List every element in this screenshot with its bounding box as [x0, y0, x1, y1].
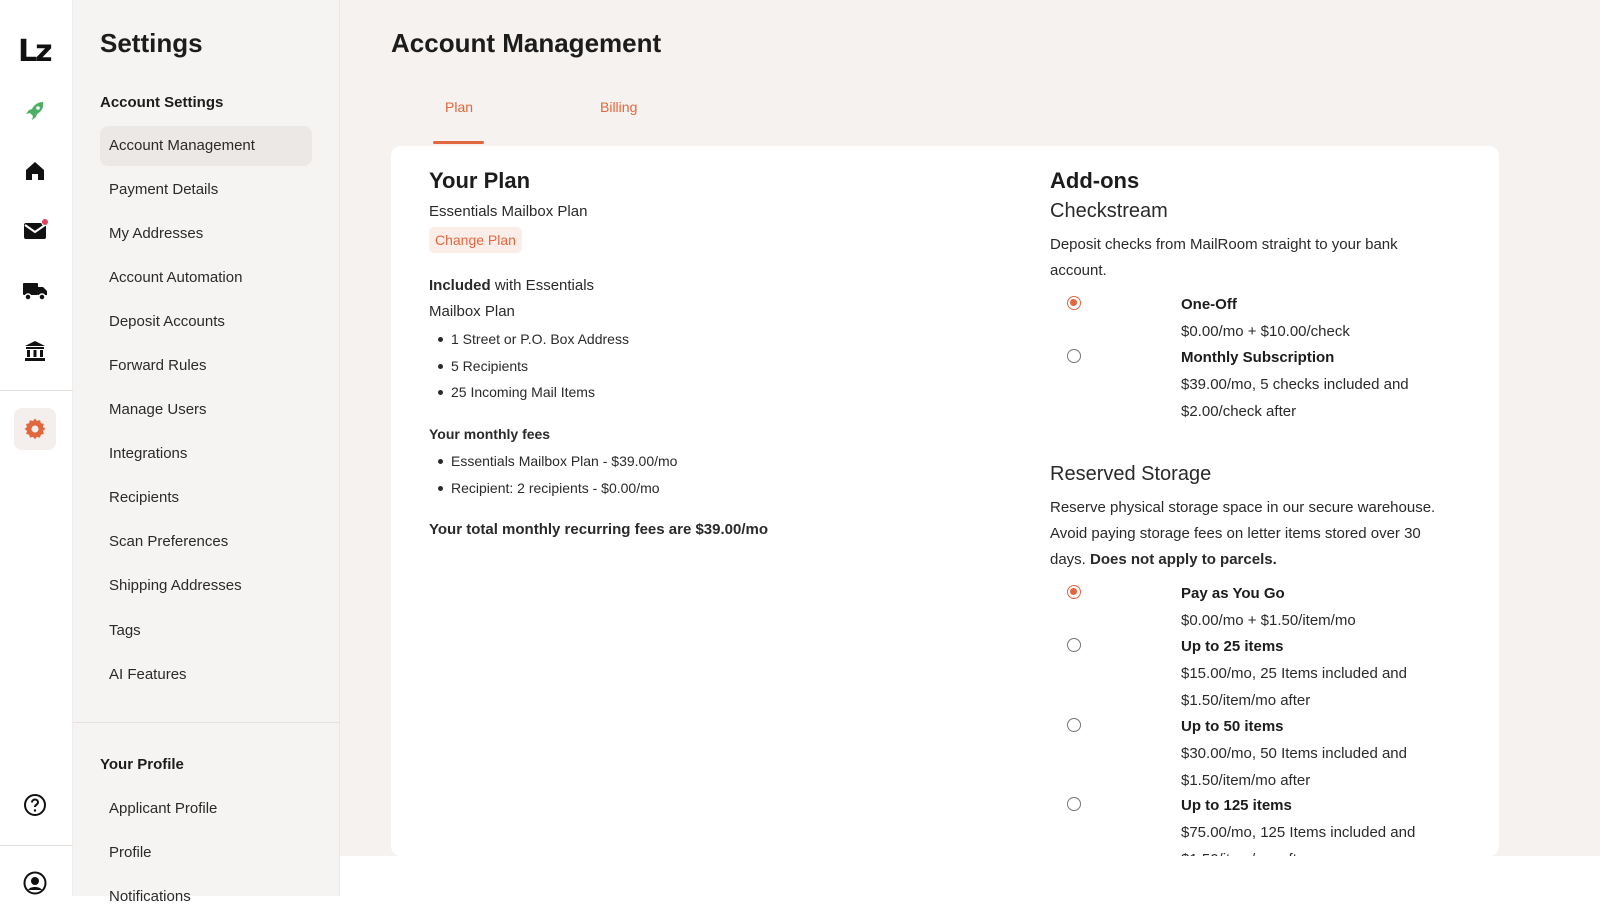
- sidebar-item-notifications[interactable]: Notifications: [109, 888, 191, 905]
- notification-dot: [41, 218, 49, 226]
- reserved-storage-title: Reserved Storage: [1050, 463, 1212, 485]
- option-title: Up to 125 items: [1181, 797, 1292, 814]
- sidebar-item-forward-rules[interactable]: Forward Rules: [109, 357, 207, 374]
- included-line-2: Mailbox Plan: [429, 303, 515, 320]
- checkstream-desc-1: Deposit checks from MailRoom straight to your bank: [1050, 236, 1398, 253]
- radio-monthly-subscription[interactable]: [1067, 349, 1081, 363]
- total-fees: Your total monthly recurring fees are $39.00/mo: [429, 521, 768, 538]
- option-title: Up to 50 items: [1181, 718, 1284, 735]
- checkstream-title: Checkstream: [1050, 200, 1168, 222]
- plan-name: Essentials Mailbox Plan: [429, 203, 588, 220]
- truck-icon[interactable]: [14, 270, 56, 312]
- bank-icon[interactable]: [14, 330, 56, 372]
- bottom-strip: [340, 856, 1600, 896]
- storage-desc-1: Reserve physical storage space in our secure warehouse.: [1050, 499, 1436, 516]
- your-profile-heading: Your Profile: [100, 756, 184, 773]
- option-title: Pay as You Go: [1181, 585, 1285, 602]
- list-item: Recipient: 2 recipients - $0.00/mo: [429, 475, 677, 502]
- mail-icon[interactable]: [14, 210, 56, 252]
- sidebar-title: Settings: [100, 28, 203, 58]
- storage-desc-bold: Does not apply to parcels.: [1090, 551, 1277, 568]
- home-icon[interactable]: [14, 150, 56, 192]
- sidebar-item-scan-preferences[interactable]: Scan Preferences: [109, 533, 229, 550]
- radio-one-off[interactable]: [1067, 296, 1081, 310]
- included-rest: with Essentials: [494, 277, 595, 294]
- monthly-fees-heading: Your monthly fees: [429, 426, 551, 442]
- addons-heading: Add-ons: [1050, 168, 1140, 193]
- radio-up-to-25[interactable]: [1067, 638, 1081, 652]
- sidebar-item-shipping-addresses[interactable]: Shipping Addresses: [109, 577, 242, 594]
- tab-billing[interactable]: Billing: [600, 99, 638, 115]
- option-desc: $0.00/mo + $1.50/item/mo: [1181, 612, 1356, 629]
- active-tab-indicator: [433, 141, 484, 144]
- help-icon[interactable]: [14, 784, 56, 826]
- storage-desc-text: days.: [1050, 551, 1086, 568]
- included-list: [429, 326, 629, 406]
- gear-icon[interactable]: [14, 408, 56, 450]
- radio-pay-as-you-go[interactable]: [1067, 585, 1081, 599]
- sidebar-item-profile[interactable]: Profile: [109, 844, 152, 861]
- sidebar-item-account-management[interactable]: Account Management: [100, 126, 312, 166]
- page-title: Account Management: [391, 28, 662, 58]
- fees-list: [429, 448, 677, 501]
- option-desc: $30.00/mo, 50 Items included and $1.50/item/mo after: [1181, 745, 1407, 789]
- checkstream-desc-2: account.: [1050, 262, 1107, 279]
- included-line: [429, 273, 594, 300]
- list-item: 1 Street or P.O. Box Address: [429, 326, 629, 353]
- tab-plan[interactable]: Plan: [445, 99, 474, 115]
- sidebar-item-my-addresses[interactable]: My Addresses: [109, 225, 204, 242]
- sidebar-item-ai-features[interactable]: AI Features: [109, 666, 187, 683]
- main-content: [340, 0, 1600, 856]
- option-desc: $0.00/mo + $10.00/check: [1181, 323, 1350, 340]
- radio-up-to-50[interactable]: [1067, 718, 1081, 732]
- sidebar-item-manage-users[interactable]: Manage Users: [109, 401, 207, 418]
- change-plan-button[interactable]: Change Plan: [429, 227, 522, 253]
- list-item: 25 Incoming Mail Items: [429, 379, 629, 406]
- option-desc: $75.00/mo, 125 Items included and: [1181, 824, 1416, 841]
- option-title: Monthly Subscription: [1181, 349, 1335, 366]
- rocket-icon[interactable]: [14, 90, 56, 132]
- storage-desc-2: Avoid paying storage fees on letter items stored over 30: [1050, 525, 1421, 542]
- lz-logo[interactable]: Lz: [18, 34, 51, 69]
- sidebar-item-tags[interactable]: Tags: [109, 622, 141, 639]
- option-title: Up to 25 items: [1181, 638, 1284, 655]
- sidebar-item-integrations[interactable]: Integrations: [109, 445, 188, 462]
- option-desc: $39.00/mo, 5 checks included and $2.00/check after: [1181, 376, 1409, 420]
- sidebar-item-applicant-profile[interactable]: Applicant Profile: [109, 800, 218, 817]
- option-desc: $15.00/mo, 25 Items included and $1.50/item/mo after: [1181, 665, 1407, 709]
- sidebar-item-recipients[interactable]: Recipients: [109, 489, 180, 506]
- list-item: Essentials Mailbox Plan - $39.00/mo: [429, 448, 677, 475]
- sidebar-item-deposit-accounts[interactable]: Deposit Accounts: [109, 313, 225, 330]
- radio-up-to-125[interactable]: [1067, 797, 1081, 811]
- option-title: One-Off: [1181, 296, 1237, 313]
- list-item: 5 Recipients: [429, 353, 629, 380]
- icon-rail: [0, 0, 73, 896]
- account-settings-heading: Account Settings: [100, 94, 224, 111]
- storage-desc-3: [1050, 547, 1277, 574]
- sidebar-item-account-automation[interactable]: Account Automation: [109, 269, 243, 286]
- sidebar-item-payment-details[interactable]: Payment Details: [109, 181, 219, 198]
- plan-card: [391, 146, 1499, 856]
- user-circle-icon[interactable]: [14, 862, 56, 904]
- settings-sidebar: [73, 0, 340, 905]
- included-bold: Included: [429, 277, 491, 294]
- sidebar-divider: [73, 722, 340, 723]
- your-plan-heading: Your Plan: [429, 168, 531, 193]
